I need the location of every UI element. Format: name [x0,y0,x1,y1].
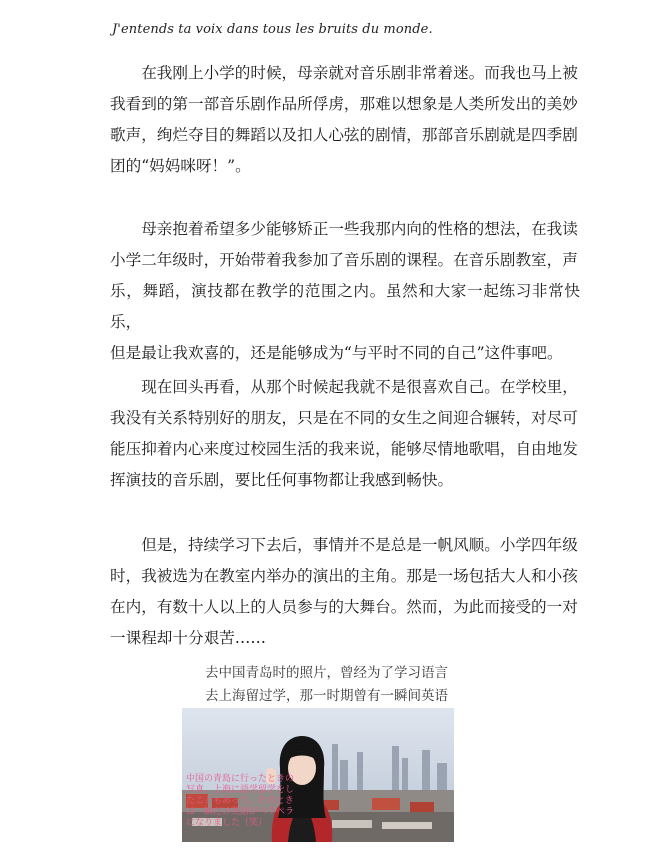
paragraph-3 [110,372,580,496]
caption-line: 去上海留过学，那一时期曾有一瞬间英语 [205,687,448,704]
paragraph-2 [110,214,580,369]
caption-line: 中国の青島に行ったときの写真。上海に語学留学をしたこともあって、そのときは一瞬だけ英語がペラペラになりました（笑） [186,774,295,828]
paragraph-line: 能压抑着内心来度过校园生活的我来说，能够尽情地歌唱，自由地发 [110,440,578,458]
paragraph-line: 我没有关系特别好的朋友，只是在不同的女生之间迎合辗转，对尽可 [110,409,578,427]
caption-line: 去中国青岛时的照片，曾经为了学习语言 [205,665,448,681]
paragraph-line: 团的“妈妈咪呀！”。 [110,157,251,175]
photo-caption-japanese [186,774,296,829]
paragraph-line: 在我刚上小学的时候，母亲就对音乐剧非常着迷。而我也马上被 [110,64,578,82]
paragraph-line: 一课程却十分艰苦…… [110,629,266,647]
paragraph-line: 时，我被选为在教室内举办的演出的主角。那是一场包括大人和小孩 [110,567,578,585]
paragraph-line: 但是，持续学习下去后，事情并不是总是一帆风顺。小学四年级 [110,536,578,554]
header-epigraph: J'entends ta voix dans tous les bruits du monde. [112,22,433,37]
paragraph-line: 乐，舞蹈，演技都在教学的范围之内。虽然和大家一起练习非常快乐， [110,282,580,331]
paragraph-line: 在内，有数十人以上的人员参与的大舞台。然而，为此而接受的一对 [110,598,578,616]
paragraph-1 [110,58,580,182]
paragraph-line: 小学二年级时，开始带着我参加了音乐剧的课程。在音乐剧教室，声 [110,251,578,269]
paragraph-line: 歌声，绚烂夺目的舞蹈以及扣人心弦的剧情，那部音乐剧就是四季剧 [110,126,578,144]
paragraph-line: 我看到的第一部音乐剧作品所俘虏，那难以想象是人类所发出的美妙 [110,95,578,113]
paragraph-line: 母亲抱着希望多少能够矫正一些我那内向的性格的想法，在我读 [110,220,578,238]
paragraph-line: 现在回头再看，从那个时候起我就不是很喜欢自己。在学校里， [110,378,578,396]
paragraph-line: 挥演技的音乐剧，要比任何事物都让我感到畅快。 [110,471,454,489]
paragraph-4 [110,530,580,654]
paragraph-line: 但是最让我欢喜的，还是能够成为“与平时不同的自己”这件事吧。 [110,344,563,362]
